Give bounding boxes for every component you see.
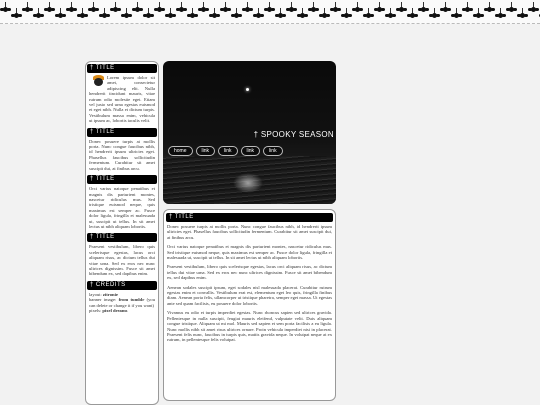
bat-icon [155, 2, 164, 14]
bat-icon [111, 2, 120, 14]
moon-icon [246, 88, 249, 91]
nav-link[interactable]: link [241, 146, 261, 156]
bat-icon [166, 8, 175, 20]
main-paragraph: Praesent vestibulum, libero quis scelerisque egestas, lacus orci aliquam risus, ac dictum tellus dui vitae urna. Sed ex eros nec nunc ultrices dignissim. Fusce sit amet bibendum ex, sed dapibus enim. [167, 264, 332, 281]
bat-icon [342, 8, 351, 20]
dagger-icon: † [90, 176, 94, 183]
bat-icon [463, 2, 472, 14]
bat-icon [320, 8, 329, 20]
bat-icon [397, 2, 406, 14]
bat-icon [56, 8, 65, 20]
bat-icon [67, 2, 76, 14]
credits-layout-link[interactable]: zitronie [102, 291, 118, 297]
bat-icon [1, 2, 10, 14]
bat-icon [474, 8, 483, 20]
sidebar-title-text: TITLE [95, 65, 115, 71]
bat-icon [133, 2, 142, 14]
sidebar-block-3 [87, 175, 157, 229]
bat-icon [331, 2, 340, 14]
bat-icon [408, 8, 417, 20]
dagger-icon: † [169, 214, 175, 220]
moon-reflection [233, 173, 263, 193]
bat-icon [298, 8, 307, 20]
credits-pixels-label: pixels: [89, 308, 102, 313]
bat-icon [122, 8, 131, 20]
bat-icon [496, 8, 505, 20]
bat-icon [144, 8, 153, 20]
main-paragraph: Vivamus eu odio et turpis imperdiet egestas. Nunc rhoncus sapien sed ultrices gravida. Pellentesque in nulla suscipit, feugiat mauris eleifend, vulputate velit. Duis aliquam congue tristique. Aliquam ut mi mol. Mauris sed sapien et sem porta facilisis a eu ligula. Nunc mollis nibh sit amet risus ultrices ornare. Proin vehicula imperdiet nisi in placerat. Praesent felis nunc, faucibus in turpis quis, mattis gravida neque. In volutpat neque at ex rutrum, in pellentesque felis volutpat. [167, 310, 332, 343]
credits-banner-note: (you can delete or change it if you want) [89, 297, 155, 308]
main-title-text: TITLE [174, 214, 194, 220]
bat-icon [100, 8, 109, 20]
bat-icon [23, 2, 32, 14]
credits-title-text: CREDITS [95, 281, 126, 288]
main-paragraph: Donec posuere turpis at mollis porta. Nunc congue faucibus nibh, id hendrerit ipsum ultricies eget. Phasellus faucibus sollicitudin fermentum. Curabitur sit amet suscipit dui, at finibus arcu. [167, 224, 332, 240]
bat-icon [386, 8, 395, 20]
nav-link[interactable]: link [196, 146, 216, 156]
bat-icon [254, 8, 263, 20]
bat-icon [441, 2, 450, 14]
sidebar-title-3 [87, 175, 157, 184]
nav-bar [168, 146, 283, 156]
credits-text [87, 290, 157, 314]
bat-icon [232, 8, 241, 20]
main-paragraph: Aenean sodales suscipit ipsum, eget sodales nisl malesuada placerat. Curabitur rutrum egestas enim et convallis. Vestibulum erat est, elementum eget leo quis, fringilla finibus diam. Aenean porta felis, ullamcorper ut tristique pharetra, semper eget massa. Ut egestas ante sed quam facilisis, eu posuere dolor lobortis. [167, 284, 332, 306]
bat-icon [177, 2, 186, 14]
bat-icon [430, 8, 439, 20]
bat-icon [287, 2, 296, 14]
credits-title [87, 281, 157, 290]
bat-icon [12, 8, 21, 20]
bat-icon [507, 2, 516, 14]
header-banner [163, 61, 336, 204]
sidebar-title-2 [87, 128, 157, 137]
main-content [163, 209, 336, 401]
bat-icon [265, 2, 274, 14]
bat-icon [518, 8, 527, 20]
sidebar-title-text: TITLE [95, 128, 115, 135]
dagger-icon: † [90, 281, 94, 288]
credits-banner-label: banner image: [89, 297, 117, 303]
bat-icon [529, 2, 538, 14]
sidebar-paragraph: Donec posuere turpis at mollis porta. Nunc congue faucibus nibh, id hendrerit ipsum ultricies eget. Phasellus faucibus sollicitudin fermentum. Curabitur sit amet suscipit dui, at finibus arcu. [89, 138, 155, 171]
sidebar-text-1 [87, 73, 157, 124]
bat-border [0, 0, 540, 24]
sidebar-title-1 [87, 64, 157, 73]
dagger-icon: † [90, 128, 94, 135]
bat-icon [419, 2, 428, 14]
sidebar-title-text: TITLE [95, 234, 115, 241]
bat-icon [89, 2, 98, 14]
bat-icon [210, 8, 219, 20]
pumpkin-cat-icon [92, 75, 105, 88]
credits-banner-link[interactable]: from tumblr [118, 297, 145, 303]
credits-block [87, 281, 157, 314]
sidebar-block-1 [87, 64, 157, 124]
sidebar-block-2 [87, 128, 157, 171]
sidebar-block-4 [87, 233, 157, 276]
bat-icon [188, 8, 197, 20]
nav-link[interactable]: link [218, 146, 238, 156]
bat-icon [221, 2, 230, 14]
bat-icon [485, 2, 494, 14]
bat-icon [45, 2, 54, 14]
main-paragraph: Orci varius natoque penatibus et magnis dis parturient montes, nascetur ridiculus mus. Sed tristique euismod neque, quis maximus est semper ac. Fusce dolor ligula, fringilla et malesuada ut, suscipit ut tellus. In sit amet lectus ut nibh aliquam lobortis. [167, 244, 332, 261]
bat-icon [452, 8, 461, 20]
sidebar-title-text: TITLE [95, 176, 115, 183]
dagger-icon: † [253, 130, 261, 139]
dagger-icon: † [90, 234, 94, 241]
site-title-text: SPOOKY SEASON [260, 130, 334, 139]
main-title [166, 213, 333, 222]
nav-link[interactable]: link [263, 146, 283, 156]
sidebar-paragraph: Lorem ipsum dolor sit amet, consectetur adipiscing elit. Nulla hendrerit tincidunt mauris, vitae rutrum odio molestie eget. Etiam vel justo sed urna egestas euismod et eget nibh. Nulla et dictum turpis. Vestibulum massa enim, vehicula ut ipsum ac, lobortis iaculis velit. [89, 75, 155, 124]
bat-icon [34, 8, 43, 20]
main-text [164, 224, 335, 343]
nav-link-home[interactable]: home [168, 146, 193, 156]
site-title [254, 130, 334, 139]
bat-icon [364, 8, 373, 20]
bat-icon [199, 2, 208, 14]
credits-layout-label: layout: [89, 291, 102, 297]
bat-icon [78, 8, 87, 20]
credits-pixels-link[interactable]: pixel dreams [102, 308, 128, 313]
bat-icon [375, 2, 384, 14]
bat-icon [353, 2, 362, 14]
sidebar-title-4 [87, 233, 157, 242]
bat-icon [309, 2, 318, 14]
bat-icon [243, 2, 252, 14]
sidebar [85, 61, 159, 405]
bat-icon [276, 8, 285, 20]
bat-garland [0, 2, 540, 22]
dagger-icon: † [90, 65, 94, 71]
sidebar-paragraph: Orci varius natoque penatibus et magnis dis parturient montes, nascetur ridiculus mus. Sed tristique euismod neque, quis maximus est semper ac. Fusce dolor ligula, fringilla et malesuada ut, suscipit ut tellus. In sit amet lectus ut nibh aliquam lobortis. [89, 186, 155, 229]
sidebar-paragraph: Praesent vestibulum, libero quis scelerisque egestas, lacus orci aliquam risus, ac dictum tellus dui vitae urna. Sed ex eros nec nunc ultrices dignissim. Fusce sit amet bibendum ex, sed dapibus enim. [89, 244, 155, 277]
